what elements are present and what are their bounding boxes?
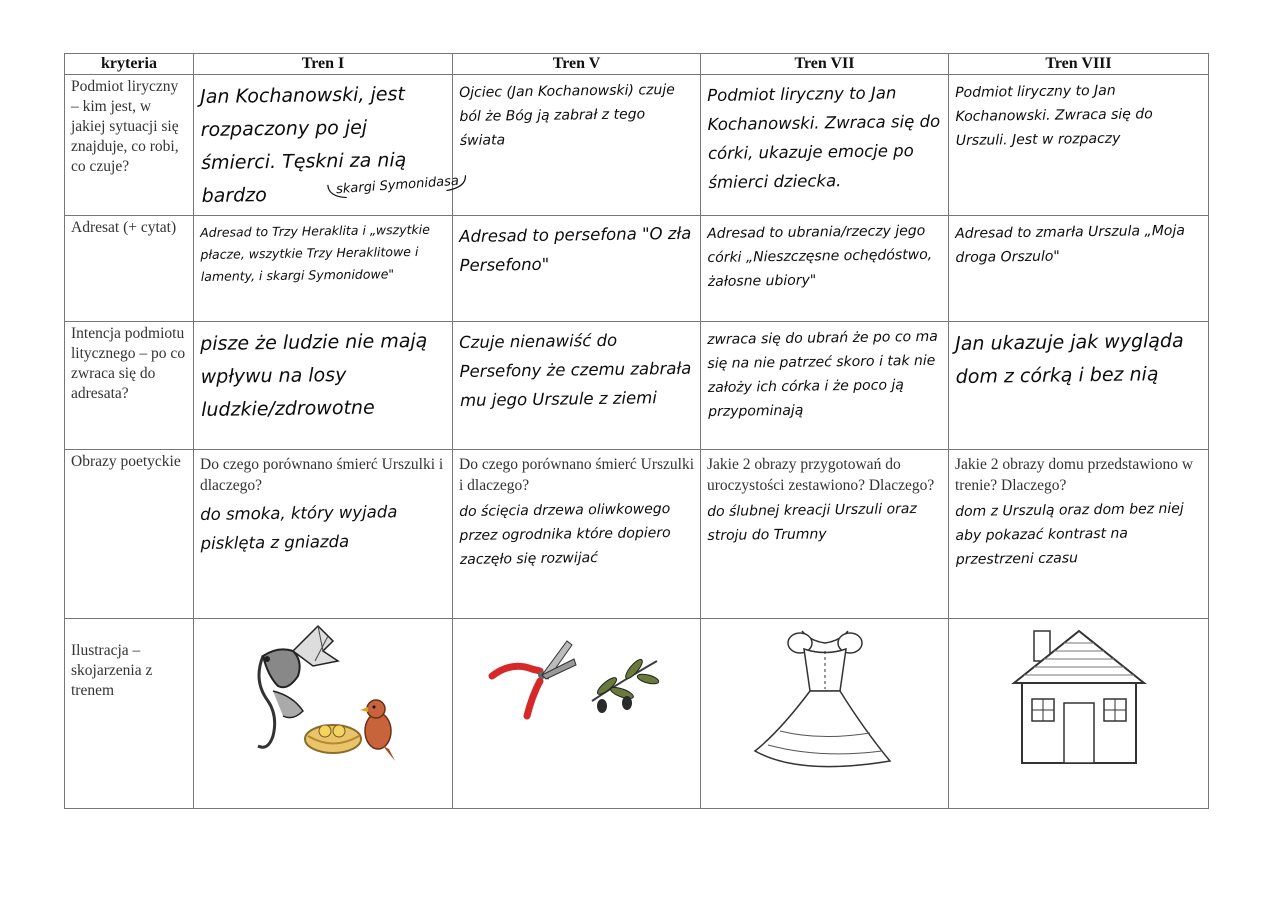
question-prompt: Jakie 2 obrazy domu przedstawiono w trenie? Dlaczego? bbox=[955, 456, 1194, 494]
cell-adresat-tren-1 bbox=[194, 216, 453, 322]
dress-icon bbox=[707, 621, 942, 781]
cell-intencja-tren-1 bbox=[194, 322, 453, 450]
house-icon bbox=[955, 621, 1202, 771]
question-prompt: Do czego porównano śmierć Urszulki i dlaczego? bbox=[200, 456, 444, 494]
cell-obrazy-tren-1 bbox=[194, 450, 453, 619]
criterion-intencja: Intencja podmiotu litycznego – po co zwraca się do adresata? bbox=[65, 322, 194, 450]
dragon-and-nest-icon bbox=[200, 621, 446, 771]
row-ilustracja bbox=[65, 619, 1209, 809]
cell-intencja-tren-7 bbox=[701, 322, 949, 450]
answer-text: Adresad to Trzy Heraklita i „wszytkie płacze, wszytkie Trzy Heraklitowe i lamenty, i skargi Symonidowe" bbox=[200, 221, 430, 284]
answer-text: Adresad to zmarła Urszula „Moja droga Orszulo" bbox=[955, 222, 1185, 266]
header-kryteria: kryteria bbox=[65, 54, 194, 75]
pruning-shears-olive-branch-icon bbox=[459, 621, 694, 741]
answer-text: do ślubnej kreacji Urszuli oraz stroju do Trumny bbox=[707, 501, 917, 544]
header-tren-8: Tren VIII bbox=[949, 54, 1209, 75]
answer-text: Podmiot liryczny to Jan Kochanowski. Zwraca się do córki, ukazuje emocje po śmierci dziecka. bbox=[707, 83, 941, 192]
cell-ilustracja-tren-7 bbox=[701, 619, 949, 809]
answer-text: Jan ukazuje jak wygląda dom z córką i bez nią bbox=[955, 329, 1184, 388]
cell-obrazy-tren-8 bbox=[949, 450, 1209, 619]
cell-adresat-tren-5 bbox=[453, 216, 701, 322]
header-tren-5: Tren V bbox=[453, 54, 701, 75]
answer-text: pisze że ludzie nie mają wpływu na losy ludzkie/zdrowotne bbox=[200, 329, 428, 421]
cell-podmiot-tren-5 bbox=[453, 75, 701, 216]
criterion-adresat: Adresat (+ cytat) bbox=[65, 216, 194, 322]
answer-text: Jan Kochanowski, jest rozpaczony po jej śmierci. Tęskni za nią bardzo bbox=[200, 83, 407, 207]
cell-podmiot-tren-7 bbox=[701, 75, 949, 216]
answer-text: Czuje nienawiść do Persefony że czemu zabrała mu jego Urszule z ziemi bbox=[459, 330, 692, 410]
question-prompt: Jakie 2 obrazy przygotowań do uroczystości zestawiono? Dlaczego? bbox=[707, 456, 935, 494]
cell-obrazy-tren-7 bbox=[701, 450, 949, 619]
cell-adresat-tren-8 bbox=[949, 216, 1209, 322]
cell-obrazy-tren-5 bbox=[453, 450, 701, 619]
row-intencja bbox=[65, 322, 1209, 450]
cell-podmiot-tren-8 bbox=[949, 75, 1209, 216]
answer-text: do ścięcia drzewa oliwkowego przez ogrodnika które dopiero zaczęło się rozwijać bbox=[459, 501, 671, 568]
question-prompt: Do czego porównano śmierć Urszulki i dlaczego? bbox=[459, 456, 695, 494]
criterion-podmiot: Podmiot liryczny – kim jest, w jakiej sytuacji się znajduje, co robi, co czuje? bbox=[65, 75, 194, 216]
note-text: skargi Symonidasa bbox=[335, 173, 460, 198]
answer-text: Ojciec (Jan Kochanowski) czuje ból że Bóg ją zabrał z tego świata bbox=[459, 81, 675, 149]
criterion-ilustracja: Ilustracja – skojarzenia z trenem bbox=[65, 619, 194, 809]
header-tren-7: Tren VII bbox=[701, 54, 949, 75]
answer-text: do smoka, który wyjada pisklęta z gniazda bbox=[200, 502, 398, 553]
answer-text: Podmiot liryczny to Jan Kochanowski. Zwraca się do Urszuli. Jest w rozpaczy bbox=[955, 82, 1153, 149]
cell-ilustracja-tren-8 bbox=[949, 619, 1209, 809]
header-row bbox=[65, 54, 1209, 75]
answer-text: dom z Urszulą oraz dom bez niej aby pokazać kontrast na przestrzeni czasu bbox=[955, 500, 1184, 568]
criterion-obrazy: Obrazy poetyckie bbox=[65, 450, 194, 619]
answer-text: Adresad to persefona "O zła Persefono" bbox=[459, 223, 692, 275]
cell-ilustracja-tren-1 bbox=[194, 619, 453, 809]
row-obrazy bbox=[65, 450, 1209, 619]
cell-intencja-tren-8 bbox=[949, 322, 1209, 450]
row-podmiot bbox=[65, 75, 1209, 216]
tren-comparison-table bbox=[64, 53, 1209, 809]
header-tren-1: Tren I bbox=[194, 54, 453, 75]
row-adresat bbox=[65, 216, 1209, 322]
answer-text: Adresad to ubrania/rzeczy jego córki „Nieszczęsne ochędóstwo, żałosne ubiory" bbox=[707, 222, 933, 290]
answer-text: zwraca się do ubrań że po co ma się na nie patrzeć skoro i tak nie założy ich córka i że poco ją przypominają bbox=[707, 328, 938, 420]
cell-ilustracja-tren-5 bbox=[453, 619, 701, 809]
cell-adresat-tren-7 bbox=[701, 216, 949, 322]
cell-intencja-tren-5 bbox=[453, 322, 701, 450]
